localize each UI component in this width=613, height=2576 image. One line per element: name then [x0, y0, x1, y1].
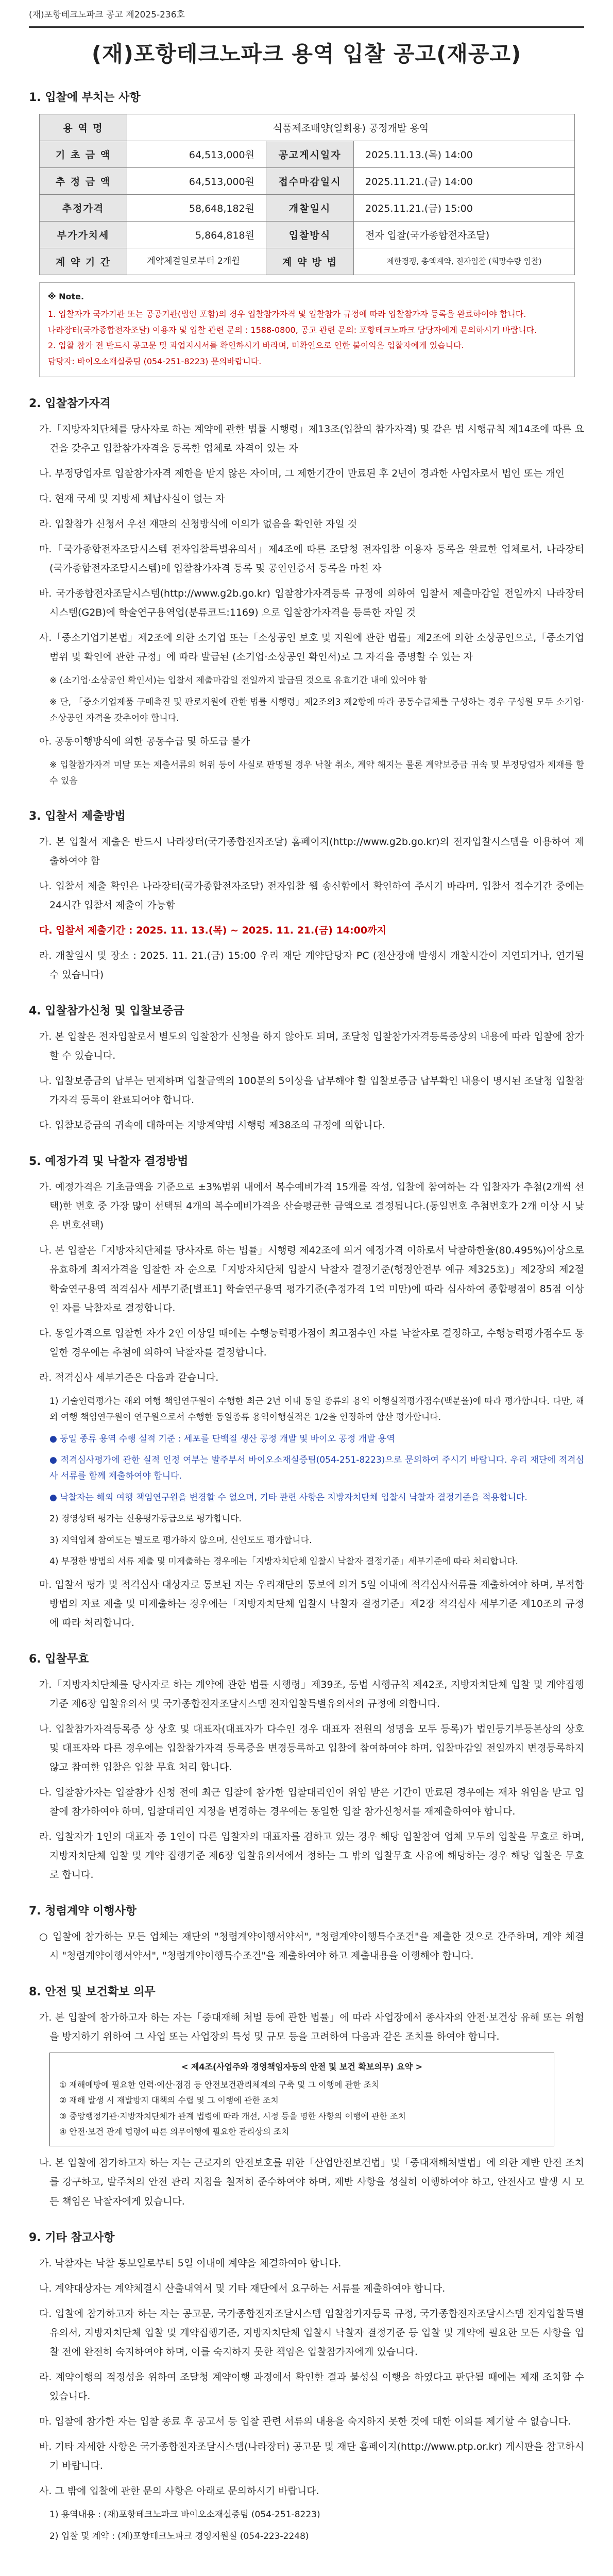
- deadline: 2025.11.21.(금) 14:00: [354, 168, 575, 195]
- list-item: 다. 동일가격으로 입찰한 자가 2인 이상일 때에는 수행능력평가점이 최고점수인 자를 낙찰자로 결정하고, 수행능력평가점수도 동일한 경우에는 추첨에 의하여 낙찰자를 결정합니다.: [39, 1327, 584, 1358]
- note-line: 2. 입찰 참가 전 반드시 공고문 및 과업지시서를 확인하시기 바라며, 미확인으로 인한 불이익은 입찰자에게 있습니다.: [48, 341, 464, 351]
- section-2-heading: 2. 입찰참가자격: [29, 397, 111, 410]
- list-item: 나. 입찰서 제출 확인은 나라장터(국가종합전자조달) 전자입찰 웹 송신함에서 확인하여 주시기 바라며, 입찰서 접수기간 중에는 24시간 입찰서 제출이 가능함: [39, 880, 584, 911]
- list-item: 사. 그 밖에 입찰에 관한 문의 사항은 아래로 문의하시기 바랍니다.: [39, 2485, 319, 2497]
- box-line: ③ 중앙행정기관·지방자치단체가 관계 법령에 따라 개선, 시정 등을 명한 사항의 이행에 관한 조치: [59, 2111, 406, 2121]
- sub-item: ● 적격심사평가에 관한 실적 인정 여부는 발주부서 바이오소재실증팀(054-251-8223)으로 문의하여 주시기 바랍니다. 우리 재단에 적격심사 서류를 함께 제출하여야 합니다.: [49, 1455, 584, 1482]
- divider: [29, 26, 584, 28]
- sub-item: ● 낙찰자는 해외 여행 책임연구원을 변경할 수 없으며, 기타 관련 사항은 지방자치단체 입찰시 낙찰자 결정기준을 적용합니다.: [49, 1492, 527, 1503]
- list-item: 가. 본 입찰에 참가하고자 하는 자는「중대재해 처벌 등에 관한 법률」에 따라 사업장에서 종사자의 안전·보건상 유해 또는 위험을 방지하기 위하여 그 사업 또는 사업장의 특성 및 규모 등을 고려하여 다음과 같은 조치를 하여야 합니다.: [39, 2012, 584, 2043]
- table-label: 개찰일시: [266, 195, 354, 222]
- note-line: ※ 단, 「중소기업제품 구매촉진 및 판로지원에 관한 법률 시행령」제2조의3 제2항에 따라 공동수급체를 구성하는 경우 구성원 모두 소기업·소상공인 자격을 갖추어야 합니다.: [49, 697, 584, 724]
- list-item: 나. 입찰보증금의 납부는 면제하며 입찰금액의 100분의 5이상을 납부해야 할 입찰보증금 납부확인 내용이 명시된 조달청 입찰참가자격 등록이 완료되어야 합니다.: [39, 1075, 584, 1106]
- list-item: 사.「중소기업기본법」제2조에 의한 소기업 또는「소상공인 보호 및 지원에 관한 법률」제2조에 의한 소상공인으로,「중소기업 범위 및 확인에 관한 규정」에 따라 발급된 (소기업·소상공인 확인서)로 그 자격을 증명할 수 있는 자: [39, 632, 584, 663]
- table-label: 계 약 방 법: [266, 248, 354, 275]
- list-item: 나. 본 입찰에 참가하고자 하는 자는 근로자의 안전보호를 위한「산업안전보건법」및「중대재해처벌법」에 의한 제반 안전 조치를 강구하고, 발주처의 안전 관리 지침을 철저히 준수하여야 하며, 제반 사항을 성실히 이행하여야 하고, 안전사고 발생 시 모든 책임은 낙찰자에게 있습니다.: [39, 2157, 584, 2207]
- list-item: 라. 개찰일시 및 장소 : 2025. 11. 21.(금) 15:00 우리 재단 계약담당자 PC (전산장애 발생시 개찰시간이 지연되거나, 연기될 수 있습니다): [39, 950, 584, 980]
- list-item: 가.「지방자치단체를 당사자로 하는 계약에 관한 법률 시행령」제39조, 동법 시행규칙 제42조, 지방자치단체 입찰 및 계약집행기준 제6장 입찰유의서 및 국가종합전자조달시스템 전자입찰특별유의서의 규정에 의합니다.: [39, 1679, 584, 1709]
- section-5-heading: 5. 예정가격 및 낙찰자 결정방법: [29, 1155, 189, 1168]
- section-8-heading: 8. 안전 및 보건확보 의무: [29, 1986, 156, 1999]
- list-item: 가. 예정가격은 기초금액을 기준으로 ±3%범위 내에서 복수예비가격 15개를 작성, 입찰에 참여하는 각 입찰자가 추첨(2개씩 선택)한 번호 중 가장 많이 선택된 4개의 복수예비가격을 산술평균한 금액으로 결정됩니다.(동일번호 추첨번호가 2개 이상 시 낮은 번호선택): [39, 1181, 584, 1231]
- table-row: [40, 168, 575, 195]
- box-title: < 제4조(사업주와 경영책임자등의 안전 및 보건 확보의무) 요약 >: [181, 2062, 423, 2072]
- note-line: ※ (소기업·소상공인 확인서)는 입찰서 제출마감일 전일까지 발급된 것으로 유효기간 내에 있어야 함: [49, 675, 427, 686]
- contract-method: 제한경쟁, 총액계약, 전자입찰 (희망수량 입찰): [354, 248, 575, 275]
- list-item: 다. 입찰에 참가하고자 하는 자는 공고문, 국가종합전자조달시스템 입찰참가자등록 규정, 국가종합전자조달시스템 전자입찰특별유의서, 지방자치단체 입찰 및 계약집행기준, 지방자치단체 입찰시 낙찰자 결정기준 등 입찰 및 계약에 필요한 모든 사항을 입찰 전에 완전히 숙지하여야 하며, 이를 숙지하지 못한 책임은 입찰참가자에게 있습니다.: [39, 2308, 584, 2358]
- note-title: ※ Note.: [48, 292, 84, 301]
- list-item: 라. 계약이행의 적정성을 위하여 조달청 계약이행 과정에서 확인한 결과 불성실 이행을 하였다고 판단될 때에는 제재 조치할 수 있습니다.: [39, 2371, 584, 2402]
- table-label: 부가가치세: [40, 222, 127, 248]
- list-item: 다. 입찰보증금의 귀속에 대하여는 지방계약법 시행령 제38조의 규정에 의합니다.: [39, 1120, 385, 1131]
- list-item: ○ 입찰에 참가하는 모든 업체는 재단의 "청렴계약이행서약서", "청렴계약이행특수조건"을 제출한 것으로 간주하며, 계약 체결 시 "청렴계약이행서약서", "청렴계약이행특수조건"을 제출하여야 하고 제출내용을 이행해야 합니다.: [39, 1931, 584, 1962]
- box-line: ① 재해예방에 필요한 인력·예산·점검 등 안전보건관리체계의 구축 및 그 이행에 관한 조치: [59, 2079, 380, 2090]
- table-label: 기 초 금 액: [40, 141, 127, 168]
- contact-line: 1) 용역내용 : (재)포항테크노파크 바이오소재실증팀 (054-251-8223): [49, 2510, 320, 2520]
- section-7-heading: 7. 청렴계약 이행사항: [29, 1905, 137, 1918]
- list-item: 바. 기타 자세한 사항은 국가종합전자조달시스템(나라장터) 공고문 및 재단 홈페이지(http://www.ptp.or.kr) 게시판을 참고하시기 바랍니다.: [39, 2441, 584, 2471]
- section-4-heading: 4. 입찰참가신청 및 입찰보증금: [29, 1005, 184, 1018]
- list-item: 가. 본 입찰은 전자입찰로서 별도의 입찰참가 신청을 하지 않아도 되며, 조달청 입찰참가자격등록증상의 내용에 따라 입찰에 참가할 수 있습니다.: [39, 1031, 584, 1062]
- vat-amount: 5,864,818원: [127, 222, 266, 248]
- sub-item: 4) 부정한 방법의 서류 제출 및 미제출하는 경우에는「지방자치단체 입찰시 낙찰자 결정기준」세부기준에 따라 처리합니다.: [49, 1556, 518, 1567]
- sub-item: ● 동일 종류 용역 수행 실적 기준 : 세포를 단백질 생산 공정 개발 및 바이오 공정 개발 용역: [49, 1433, 395, 1444]
- bid-info-table: [39, 114, 575, 275]
- safety-duty-box: [49, 2053, 554, 2146]
- contract-period: 계약체결일로부터 2개월: [127, 248, 266, 275]
- table-row: [40, 222, 575, 248]
- section-1-heading: 1. 입찰에 부치는 사항: [29, 91, 141, 104]
- list-item: 마.「국가종합전자조달시스템 전자입찰특별유의서」제4조에 따른 조달청 전자입찰 이용자 등록을 완료한 업체로서, 나라장터(국가종합전자조달시스템)에 입찰참가자격 등록 및 공인인증서 등록을 마친 자: [39, 544, 584, 574]
- note-line: 1. 입찰자가 국가기관 또는 공공기관(법인 포함)의 경우 입찰참가자격 및 입찰참가 규정에 따라 입찰참가자 등록을 완료하여야 합니다.: [48, 309, 526, 319]
- table-label: 계 약 기 간: [40, 248, 127, 275]
- service-name: 식품제조배양(일회용) 공정개발 용역: [127, 114, 575, 141]
- posting-date: 2025.11.13.(목) 14:00: [354, 141, 575, 168]
- table-label: 추 정 금 액: [40, 168, 127, 195]
- base-amount: 64,513,000원: [127, 141, 266, 168]
- section-6-heading: 6. 입찰무효: [29, 1652, 89, 1666]
- section-9-heading: 9. 기타 참고사항: [29, 2231, 115, 2244]
- sub-item: 1) 기술인력평가는 해외 여행 책임연구원이 수행한 최근 2년 이내 동일 종류의 용역 이행실적평가점수(백분율)에 따라 평가합니다. 다만, 해외 여행 책임연구원이 연구원으로서 수행한 동일종류 용역이행실적은 1/2을 인정하여 합산 평가합니다.: [49, 1396, 584, 1423]
- list-item: 라. 입찰참가 신청서 우선 재판의 신청방식에 이의가 없음을 확인한 자일 것: [39, 518, 357, 530]
- estimated-amount: 64,513,000원: [127, 168, 266, 195]
- opening-date: 2025.11.21.(금) 15:00: [354, 195, 575, 222]
- list-item: 가.「지방자치단체를 당사자로 하는 계약에 관한 법률 시행령」제13조(입찰의 참가자격) 및 같은 법 시행규칙 제14조에 따른 요건을 갖추고 입찰참가자격을 등록한 업체로 자격이 있는 자: [39, 423, 584, 454]
- table-label: 공고게시일자: [266, 141, 354, 168]
- list-item: 라. 적격심사 세부기준은 다음과 같습니다.: [39, 1371, 219, 1383]
- list-item: 다. 현재 국세 및 지방세 체납사실이 없는 자: [39, 493, 225, 505]
- list-item: 가. 본 입찰서 제출은 반드시 나라장터(국가종합전자조달) 홈페이지(http://www.g2b.go.kr)의 전자입찰시스템을 이용하여 제출하여야 함: [39, 836, 584, 867]
- table-label: 추정가격: [40, 195, 127, 222]
- sub-item: 2) 경영상태 평가는 신용평가등급으로 평가합니다.: [49, 1514, 242, 1524]
- list-item: 아. 공동이행방식에 의한 공동수급 및 하도급 불가: [39, 735, 250, 747]
- submission-period: 다. 입찰서 제출기간 : 2025. 11. 13.(목) ~ 2025. 11. 21.(금) 14:00까지: [39, 924, 386, 936]
- table-label: 접수마감일시: [266, 168, 354, 195]
- box-line: ④ 안전·보건 관계 법령에 따른 의무이행에 필요한 관리상의 조치: [59, 2127, 290, 2137]
- note-line: 나라장터(국가종합전자조달) 이용자 및 입찰 관련 문의 : 1588-0800, 공고 관련 문의: 포항테크노파크 담당자에게 문의하시기 바랍니다.: [48, 325, 537, 335]
- table-row: [40, 195, 575, 222]
- note-box: [39, 282, 575, 377]
- table-row: [40, 141, 575, 168]
- list-item: 바. 국가종합전자조달시스템(http://www.g2b.go.kr) 입찰참가자격등록 규정에 의하여 입찰서 제출마감일 전일까지 나라장터 시스템(G2B)에 학술연구용역업(분류코드:1169) 으로 입찰참가자격을 등록한 자일 것: [39, 588, 584, 619]
- section-3-heading: 3. 입찰서 제출방법: [29, 809, 126, 823]
- bid-method: 전자 입찰(국가종합전자조달): [354, 222, 575, 248]
- estimated-price: 58,648,182원: [127, 195, 266, 222]
- list-item: 나. 부정당업자로 입찰참가자격 제한을 받지 않은 자이며, 그 제한기간이 만료된 후 2년이 경과한 사업자로서 법인 또는 개인: [39, 468, 565, 480]
- list-item: 나. 입찰참가자격등록증 상 상호 및 대표자(대표자가 다수인 경우 대표자 전원의 성명을 모두 등록)가 법인등기부등본상의 상호 및 대표자와 다른 경우에는 입찰참가자격 등록증을 변경등록하고 입찰에 참여하여야 하며, 입찰마감일 전일까지 변경등록하지 않고 참여한 입찰은 입찰 무효 처리 합니다.: [39, 1723, 584, 1773]
- list-item: 가. 낙찰자는 낙찰 통보일로부터 5일 이내에 계약을 체결하여야 합니다.: [39, 2257, 342, 2269]
- sub-item: 3) 지역업체 참여도는 별도로 평가하지 않으며, 신인도도 평가합니다.: [49, 1535, 312, 1546]
- contact-line: 2) 입찰 및 계약 : (재)포항테크노파크 경영지원실 (054-223-2248): [49, 2531, 309, 2541]
- note-line: ※ 입찰참가자격 미달 또는 제출서류의 허위 등이 사실로 판명될 경우 낙찰 취소, 계약 해지는 물론 계약보증금 귀속 및 부정당업자 제재를 할 수 있음: [49, 759, 584, 787]
- box-line: ② 재해 발생 시 재발방지 대책의 수립 및 그 이행에 관한 조치: [59, 2095, 279, 2106]
- table-row: [40, 248, 575, 275]
- list-item: 라. 입찰자가 1인의 대표자 중 1인이 다른 입찰자의 대표자를 겸하고 있는 경우 해당 입찰참여 업체 모두의 입찰을 무효로 하며, 지방자치단체 입찰 및 계약 집행기준 제6장 입찰유의서에서 정하는 그 밖의 입찰무효 사유에 해당하는 경우 해당 입찰은 무효로 합니다.: [39, 1831, 584, 1881]
- list-item: 마. 입찰에 참가한 자는 입찰 종료 후 공고서 등 입찰 관련 서류의 내용을 숙지하지 못한 것에 대한 이의를 제기할 수 없습니다.: [39, 2415, 571, 2427]
- table-label: 용 역 명: [40, 114, 127, 141]
- list-item: 나. 본 입찰은「지방자치단체를 당사자로 하는 법률」시행령 제42조에 의거 예정가격 이하로서 낙찰하한율(80.495%)이상으로 유효하게 최저가격을 입찰한 자 순으로「지방자치단체 입찰시 낙찰자 결정기준(행정안전부 예규 제325호)」제2장의 제2절 학술연구용역 적격심사 세부기준[별표1] 학술연구용역 평가기준(추정가격 1억 미만)에 따라 심사하여 종합평점이 85점 이상인 자를 낙찰자로 결정합니다.: [39, 1245, 584, 1314]
- table-label: 입찰방식: [266, 222, 354, 248]
- page-title: (재)포항테크노파크 용역 입찰 공고(재공고): [91, 41, 522, 66]
- list-item: 마. 입찰서 평가 및 적격심사 대상자로 통보된 자는 우리재단의 통보에 의거 5일 이내에 적격심사서류를 제출하여야 하며, 부적합 방법의 자료 제출 및 미제출하는 경우에는「지방자치단체 입찰시 낙찰자 결정기준」제2장 적격심사 세부기준 제10조의 규정에 따라 처리합니다.: [39, 1579, 584, 1629]
- list-item: 다. 입찰참가자는 입찰참가 신청 전에 최근 입찰에 참가한 입찰대리인이 위임 받은 기간이 만료된 경우에는 재차 위임을 받고 입찰에 참가하여야 하며, 입찰대리인 지정을 변경하는 경우에는 동일한 입찰 참가신청서를 재제출하여야 합니다.: [39, 1787, 584, 1818]
- list-item: 나. 계약대상자는 계약체결시 산출내역서 및 기타 재단에서 요구하는 서류를 제출하여야 합니다.: [39, 2282, 446, 2294]
- table-row: [40, 114, 575, 141]
- note-line: 담당자: 바이오소재실증팀 (054-251-8223) 문의바랍니다.: [48, 356, 262, 366]
- doc-number: (재)포항테크노파크 공고 제2025-236호: [29, 10, 185, 20]
